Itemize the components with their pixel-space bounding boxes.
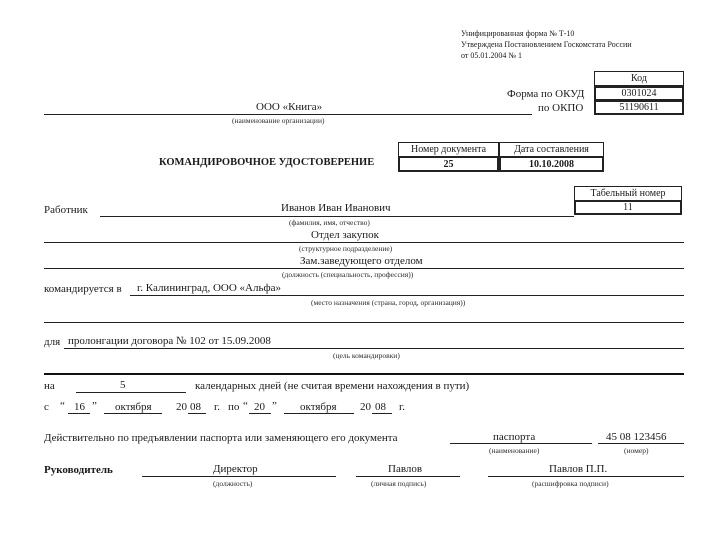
department: Отдел закупок bbox=[311, 229, 379, 241]
to-quote-close: ” bbox=[272, 400, 277, 412]
doc-number: 45 08 123456 bbox=[606, 431, 667, 443]
purpose-line bbox=[64, 348, 684, 349]
head-decoding-hint: (расшифровка подписи) bbox=[532, 479, 609, 488]
purpose-label: для bbox=[44, 336, 61, 348]
organization-name: ООО «Книга» bbox=[256, 101, 323, 113]
to-day-line bbox=[249, 413, 271, 414]
organization-line bbox=[44, 114, 532, 115]
doc-date-header: Дата составления bbox=[499, 142, 604, 157]
destination: г. Калининград, ООО «Альфа» bbox=[137, 282, 282, 294]
position: Зам.заведующего отделом bbox=[300, 255, 423, 267]
doc-name-hint: (наименование) bbox=[489, 446, 540, 455]
from-day-line bbox=[68, 413, 90, 414]
from-day: 16 bbox=[74, 401, 85, 413]
head-position-hint: (должность) bbox=[213, 479, 253, 488]
position-line bbox=[44, 268, 684, 269]
head-decoding: Павлов П.П. bbox=[549, 463, 608, 475]
destination-line-2 bbox=[44, 322, 684, 323]
from-year-suffix: г. bbox=[214, 401, 221, 413]
document-title: КОМАНДИРОВОЧНОЕ УДОСТОВЕРЕНИЕ bbox=[159, 157, 375, 168]
employee-name-line bbox=[100, 216, 574, 217]
to-year-line bbox=[372, 413, 392, 414]
destination-hint: (место назначения (страна, город, организация)) bbox=[311, 298, 466, 307]
head-signature-hint: (личная подпись) bbox=[371, 479, 427, 488]
head-decoding-line bbox=[488, 476, 684, 477]
from-year-line bbox=[188, 413, 206, 414]
form-approval-date: от 05.01.2004 № 1 bbox=[461, 51, 523, 60]
okpo-value: 51190611 bbox=[594, 100, 684, 115]
from-quote-open: “ bbox=[60, 400, 65, 412]
head-signature-line bbox=[356, 476, 460, 477]
kod-header: Код bbox=[594, 71, 684, 86]
from-quote-close: ” bbox=[92, 400, 97, 412]
okpo-label: по ОКПО bbox=[538, 102, 584, 114]
sent-label: командируется в bbox=[44, 283, 122, 295]
purpose: пролонгации договора № 102 от 15.09.2008 bbox=[68, 335, 271, 347]
to-year: 08 bbox=[375, 401, 386, 413]
head-label: Руководитель bbox=[44, 464, 113, 476]
employee-name: Иванов Иван Иванович bbox=[281, 202, 391, 214]
form-approval: Утверждена Постановлением Госкомстата России bbox=[461, 40, 632, 49]
doc-name-line bbox=[450, 443, 592, 444]
to-month: октября bbox=[300, 401, 337, 413]
to-year-suffix: г. bbox=[399, 401, 406, 413]
duration-label: на bbox=[44, 380, 55, 392]
to-label: по bbox=[228, 401, 240, 413]
department-line bbox=[44, 242, 684, 243]
doc-number-header: Номер документа bbox=[398, 142, 499, 157]
organization-hint: (наименование организации) bbox=[232, 116, 325, 125]
duration-line bbox=[76, 392, 186, 393]
duration-value: 5 bbox=[120, 379, 126, 391]
employee-label: Работник bbox=[44, 204, 88, 216]
department-hint: (структурное подразделение) bbox=[299, 244, 393, 253]
tab-number-header: Табельный номер bbox=[574, 186, 682, 201]
doc-number-value: 25 bbox=[398, 156, 499, 172]
head-position: Директор bbox=[213, 463, 258, 475]
okud-value: 0301024 bbox=[594, 86, 684, 101]
destination-line bbox=[130, 295, 684, 296]
from-year: 08 bbox=[190, 401, 201, 413]
tab-number-value: 11 bbox=[574, 200, 682, 215]
doc-date-value: 10.10.2008 bbox=[499, 156, 604, 172]
doc-number-hint: (номер) bbox=[624, 446, 649, 455]
okud-label: Форма по ОКУД bbox=[507, 88, 585, 100]
duration-suffix: календарных дней (не считая времени нахождения в пути) bbox=[195, 380, 470, 392]
form-name: Унифицированная форма № Т-10 bbox=[461, 29, 575, 38]
to-year-prefix: 20 bbox=[360, 401, 371, 413]
employee-name-hint: (фамилия, имя, отчество) bbox=[289, 218, 370, 227]
validity-label: Действительно по предъявлении паспорта или заменяющего его документа bbox=[44, 432, 398, 444]
from-month-line bbox=[104, 413, 162, 414]
doc-number-line bbox=[598, 443, 684, 444]
to-quote-open: “ bbox=[243, 400, 248, 412]
head-signature: Павлов bbox=[388, 463, 423, 475]
purpose-line-2 bbox=[44, 373, 684, 375]
purpose-hint: (цель командировки) bbox=[333, 351, 400, 360]
head-position-line bbox=[142, 476, 336, 477]
from-label: с bbox=[44, 401, 49, 413]
doc-name: паспорта bbox=[493, 431, 536, 443]
from-year-prefix: 20 bbox=[176, 401, 187, 413]
position-hint: (должность (специальность, профессия)) bbox=[282, 270, 414, 279]
to-month-line bbox=[284, 413, 354, 414]
to-day: 20 bbox=[254, 401, 265, 413]
from-month: октября bbox=[115, 401, 152, 413]
